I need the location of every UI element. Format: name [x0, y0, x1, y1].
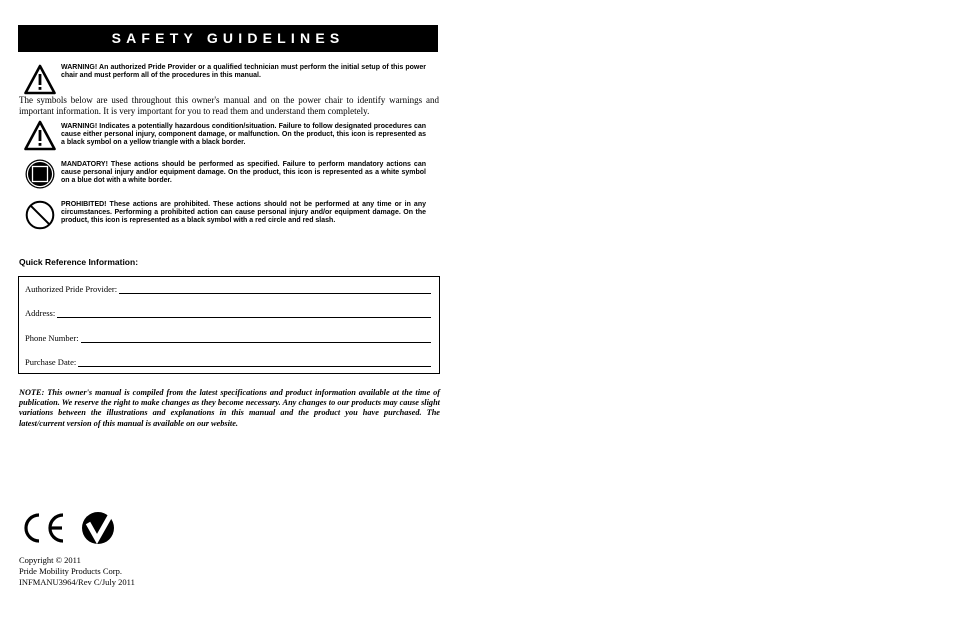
field-blank-provider[interactable]: [119, 285, 431, 294]
warning-triangle-icon: [24, 64, 56, 96]
symbol-warning-text: WARNING! Indicates a potentially hazardous condition/situation. Failure to follow designated procedures can cause either personal injury, component damage, or malfunction. On the product, this icon is represented as a black symbol on a yellow triangle with a black border.: [61, 123, 426, 146]
company-line: Pride Mobility Products Corp.: [19, 566, 122, 576]
note-paragraph: NOTE: This owner's manual is compiled from the latest specifications and product information available at the time of publication. We reserve the right to make changes as they become necessary. Any changes to our products may cause slight variations between the illustrations and explanations in this manual and the product you have purchased. The latest/current version of this manual is available on our website.: [19, 388, 440, 428]
quick-reference-field: [25, 284, 431, 294]
quick-reference-field: [25, 308, 431, 318]
prohibited-circle-icon: [24, 198, 56, 230]
symbol-mandatory-text: MANDATORY! These actions should be performed as specified. Failure to perform mandatory actions can cause personal injury and/or equipment damage. On the product, this icon is represented as a white symbol on a blue dot with a white border.: [61, 161, 426, 184]
symbol-prohibited-text: PROHIBITED! These actions are prohibited. These actions should not be performed at any time or in any circumstances. Performing a prohibited action can cause personal injury and/or equipment damage. On the product, this icon is represented as a black symbol with a red circle and red slash.: [61, 201, 426, 224]
quick-reference-field: [25, 333, 431, 343]
field-label-phone: Phone Number:: [25, 333, 79, 343]
symbol-warning: [24, 120, 440, 154]
field-blank-phone[interactable]: [81, 334, 431, 343]
field-label-provider: Authorized Pride Provider:: [25, 284, 118, 294]
field-blank-address[interactable]: [57, 309, 431, 318]
symbol-prohibited: [24, 198, 440, 232]
certification-marks: [18, 510, 128, 546]
quick-reference-field: [25, 357, 431, 367]
intro-paragraph: The symbols below are used throughout this owner's manual and on the power chair to identify warnings and important information. It is very important for you to read them and understand them completely.: [19, 95, 439, 116]
copyright-line: Copyright © 2011: [19, 555, 81, 565]
warning-triangle-icon: [24, 120, 56, 152]
copyright-block: [19, 555, 135, 588]
top-warning: [24, 64, 440, 94]
field-blank-purchase-date[interactable]: [78, 358, 431, 367]
quick-reference-heading: Quick Reference Information:: [19, 257, 139, 267]
mandatory-circle-icon: [24, 158, 56, 190]
field-label-address: Address:: [25, 308, 56, 318]
symbol-mandatory: [24, 158, 440, 192]
page-title: SAFETY GUIDELINES: [18, 25, 438, 52]
field-label-purchase-date: Purchase Date:: [25, 357, 77, 367]
top-warning-text: WARNING! An authorized Pride Provider or a qualified technician must perform the initial setup of this power chair and must perform all of the procedures in this manual.: [61, 64, 426, 79]
ce-mark-icon: [26, 515, 63, 541]
document-code-line: INFMANU3964/Rev C/July 2011: [19, 577, 135, 587]
c-tick-mark-icon: [82, 512, 114, 544]
quick-reference-box: [18, 276, 440, 374]
